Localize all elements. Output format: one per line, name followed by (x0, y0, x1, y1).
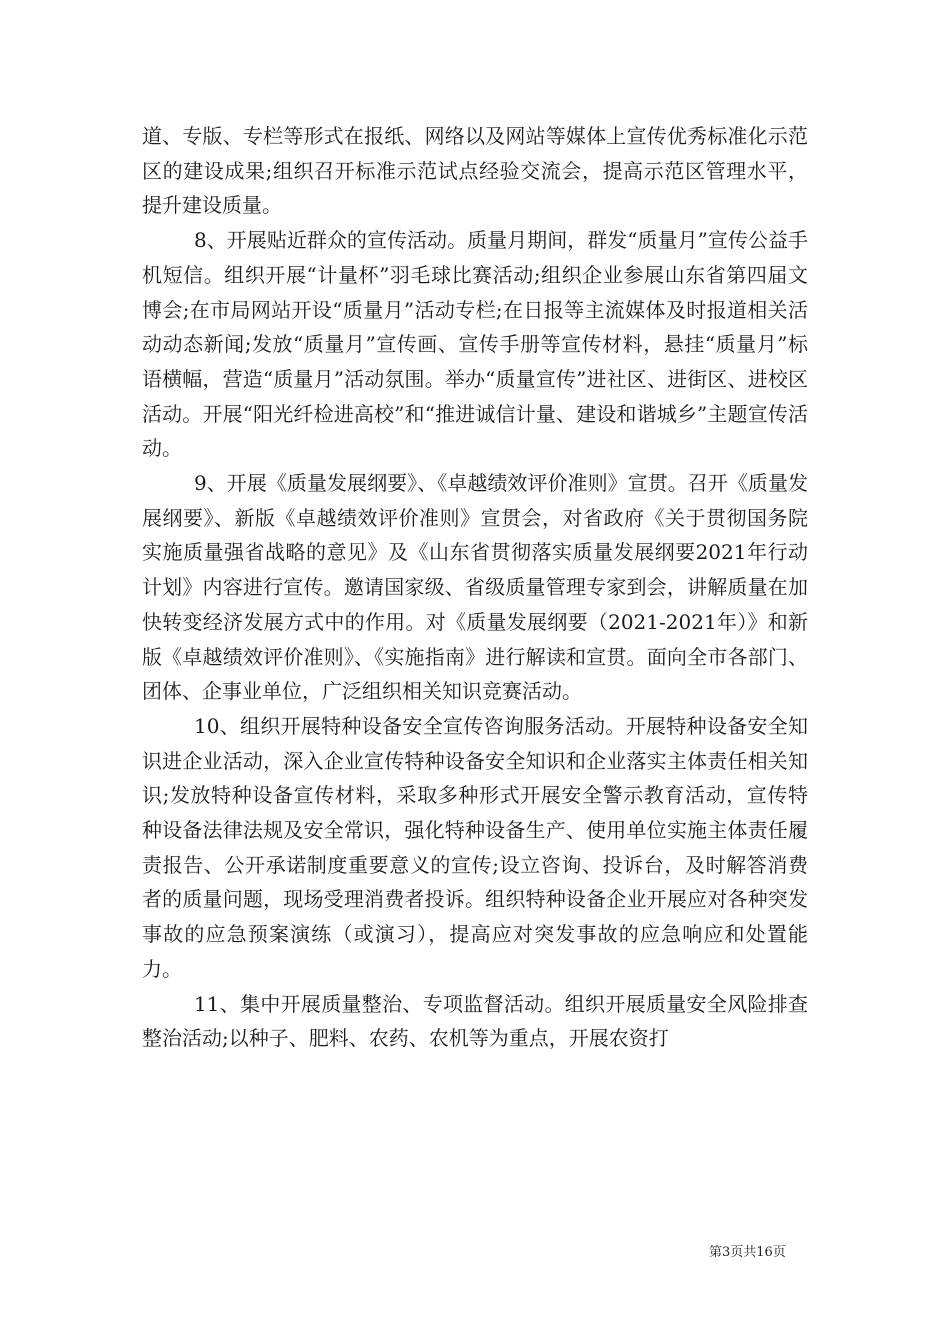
paragraph-item-11: 11、集中开展质量整治、专项监督活动。组织开展质量安全风险排查整治活动;以种子、肥料、农药、农机等为重点，开展农资打 (142, 991, 808, 1051)
document-body (142, 119, 808, 1056)
paragraph-item-9: 9、开展《质量发展纲要》、《卓越绩效评价准则》宣贯。召开《质量发展纲要》、新版《卓越绩效评价准则》宣贯会，对省政府《关于贯彻国务院实施质量强省战略的意见》及《山东省贯彻落实质量发展纲要2021年行动计划》内容进行宣传。邀请国家级、省级质量管理专家到会，讲解质量在加快转变经济发展方式中的作用。对《质量发展纲要（2021-2021年）》和新版《卓越绩效评价准则》、《实施指南》进行解读和宣贯。面向全市各部门、团体、企事业单位，广泛组织相关知识竞赛活动。 (142, 471, 808, 704)
paragraph-item-10: 10、组织开展特种设备安全宣传咨询服务活动。开展特种设备安全知识进企业活动，深入企业宣传特种设备安全知识和企业落实主体责任相关知识;发放特种设备宣传材料，采取多种形式开展安全警示教育活动，宣传特种设备法律法规及安全常识，强化特种设备生产、使用单位实施主体责任履责报告、公开承诺制度重要意义的宣传;设立咨询、投诉台，及时解答消费者的质量问题，现场受理消费者投诉。组织特种设备企业开展应对各种突发事故的应急预案演练（或演习），提高应对突发事故的应急响应和处置能力。 (142, 713, 808, 981)
paragraph-item-8: 8、开展贴近群众的宣传活动。质量月期间，群发“质量月”宣传公益手机短信。组织开展“计量杯”羽毛球比赛活动;组织企业参展山东省第四届文博会;在市局网站开设“质量月”活动专栏;在日报等主流媒体及时报道相关活动动态新闻;发放“质量月”宣传画、宣传手册等宣传材料，悬挂“质量月”标语横幅，营造“质量月”活动氛围。举办“质量宣传”进社区、进街区、进校区活动。开展“阳光纤检进高校”和“推进诚信计量、建设和谐城乡”主题宣传活动。 (142, 228, 808, 461)
page-number-footer: 第3页共16页 (709, 1245, 786, 1260)
paragraph-continued: 道、专版、专栏等形式在报纸、网络以及网站等媒体上宣传优秀标准化示范区的建设成果;组织召开标准示范试点经验交流会，提高示范区管理水平，提升建设质量。 (142, 124, 808, 218)
